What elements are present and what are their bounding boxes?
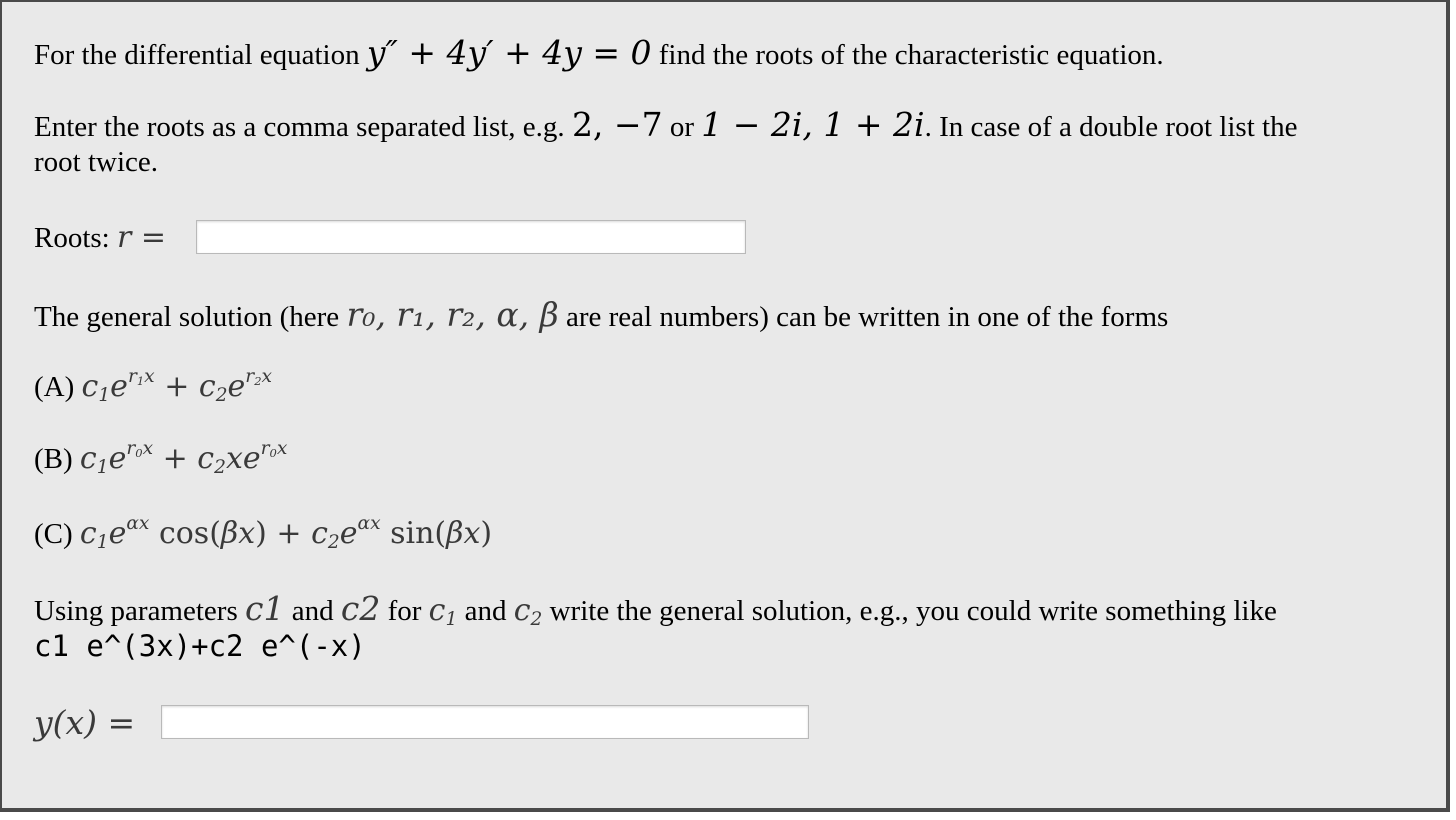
form-c-label: (C): [34, 518, 73, 550]
instructions-prefix: Enter the roots as a comma separated list, e.g.: [34, 111, 565, 143]
instructions-suffix: . In case of a double root list the: [924, 111, 1298, 143]
using-and-2: and: [464, 595, 507, 627]
roots-math: r =: [117, 220, 167, 255]
example-code-line: [34, 629, 366, 664]
or-word: or: [669, 111, 694, 143]
using-c2: c2: [340, 589, 381, 628]
using-for: for: [387, 595, 422, 627]
example-one: 2, −7: [571, 105, 663, 144]
general-suffix: are real numbers) can be written in one of the forms: [565, 301, 1169, 333]
using-c1: c1: [245, 589, 285, 628]
instructions-line2: root twice.: [34, 146, 159, 178]
form-c-math: $c_1e^{\alpha x}$ $\cos(\beta x) + c_2e^{\alpha x}$ sin(βx): [79, 513, 493, 554]
form-b-label: (B): [34, 443, 73, 475]
intro-suffix: find the roots of the characteristic equation.: [658, 39, 1164, 71]
instructions-line: [34, 105, 1298, 144]
using-text-1: Using parameters: [34, 595, 238, 627]
instructions-line-2: [34, 145, 158, 179]
example-code: c1 e^(3x)+c2 e^(-x): [34, 629, 366, 663]
form-b-math: $c_1e^{r_0x} + c_2xe^{r_0x}$: [79, 438, 288, 479]
using-and-1: and: [291, 595, 334, 627]
intro-prefix: For the differential equation: [34, 39, 360, 71]
form-c: [34, 513, 493, 554]
using-line: [34, 589, 1277, 631]
y-label: y(x) =: [34, 703, 136, 742]
solution-input[interactable]: [161, 705, 809, 739]
using-c2-sub: $c_2$: [513, 593, 543, 631]
form-b: [34, 438, 288, 479]
general-params: r₀, r₁, r₂, α, β: [346, 295, 559, 334]
example-two: 1 − 2i, 1 + 2i: [701, 105, 925, 144]
general-prefix: The general solution (here: [34, 301, 340, 333]
general-line: [34, 295, 1169, 334]
form-a-math: $c_1e^{r_1x} + c_2e^{r_2x}$: [81, 366, 273, 407]
using-c1-sub: $c_1$: [428, 593, 458, 631]
intro-equation: y″ + 4y′ + 4y = 0: [366, 33, 652, 72]
roots-input[interactable]: [196, 220, 746, 254]
form-a-label: (A): [34, 371, 75, 403]
roots-row: [34, 221, 166, 255]
y-row: [34, 703, 136, 742]
roots-label: Roots:: [34, 222, 110, 254]
form-a: [34, 366, 273, 407]
intro-line: [34, 33, 1164, 72]
using-suffix: write the general solution, e.g., you could write something like: [549, 595, 1277, 627]
